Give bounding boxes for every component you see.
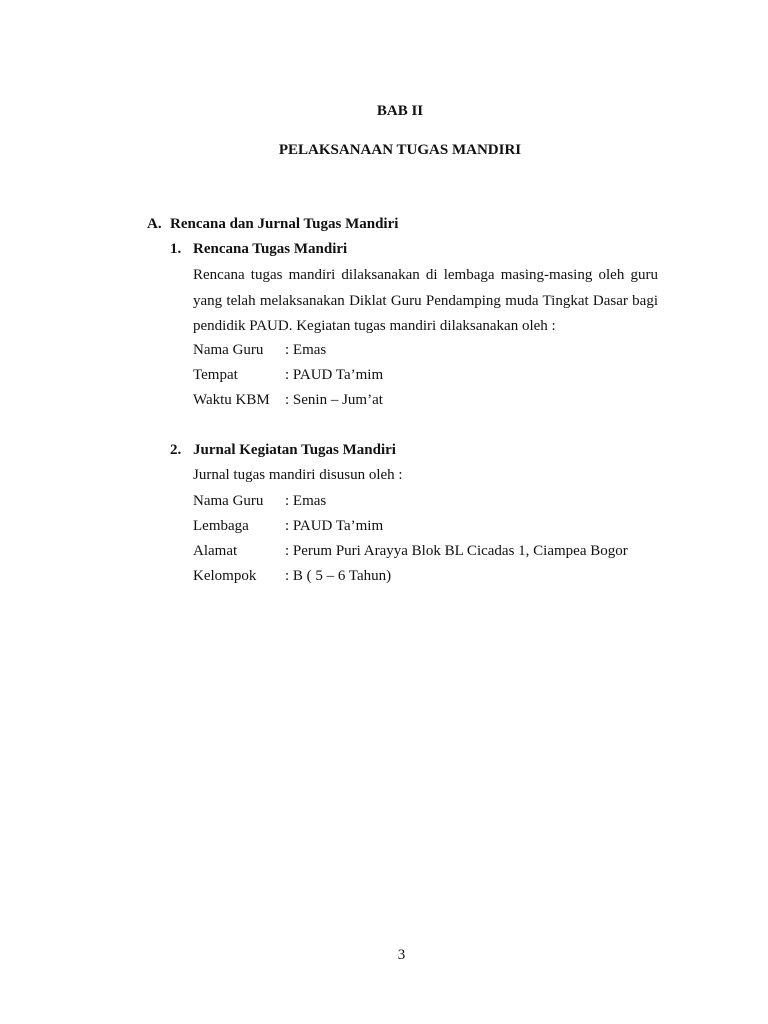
subsection-2-title: Jurnal Kegiatan Tugas Mandiri [193, 442, 396, 458]
subsection-1-paragraph: Rencana tugas mandiri dilaksanakan di lembaga masing-masing oleh guru yang telah melaksanakan Diklat Guru Pendamping muda Tingkat Dasar bagi pendidik PAUD. Kegiatan tugas mandiri dilaksanakan oleh : [193, 267, 658, 334]
page-number: 3 [397, 947, 406, 963]
field-label: Lembaga [193, 518, 249, 534]
subsection-2-marker: 2. [170, 442, 182, 458]
field-value: : PAUD Ta’mim [285, 367, 384, 383]
field-value: : Perum Puri Arayya Blok BL Cicadas 1, Ciampea Bogor [285, 543, 628, 559]
field-label: Waktu KBM [193, 392, 270, 408]
field-label: Nama Guru [193, 342, 264, 358]
subsection-1-marker: 1. [170, 241, 182, 257]
field-label: Tempat [193, 367, 238, 383]
subsection-2-intro: Jurnal tugas mandiri disusun oleh : [193, 467, 403, 483]
chapter-title: PELAKSANAAN TUGAS MANDIRI [278, 142, 522, 158]
field-label: Kelompok [193, 568, 257, 584]
field-value: : Emas [285, 342, 327, 358]
section-marker: A. [147, 216, 162, 232]
field-value: : Senin – Jum’at [285, 392, 383, 408]
chapter-number: BAB II [376, 103, 424, 119]
field-label: Alamat [193, 543, 238, 559]
field-value: : PAUD Ta’mim [285, 518, 384, 534]
section-title: Rencana dan Jurnal Tugas Mandiri [170, 216, 399, 232]
subsection-1-title: Rencana Tugas Mandiri [193, 241, 348, 257]
field-label: Nama Guru [193, 493, 264, 509]
field-value: : Emas [285, 493, 327, 509]
field-value: : B ( 5 – 6 Tahun) [285, 568, 392, 584]
